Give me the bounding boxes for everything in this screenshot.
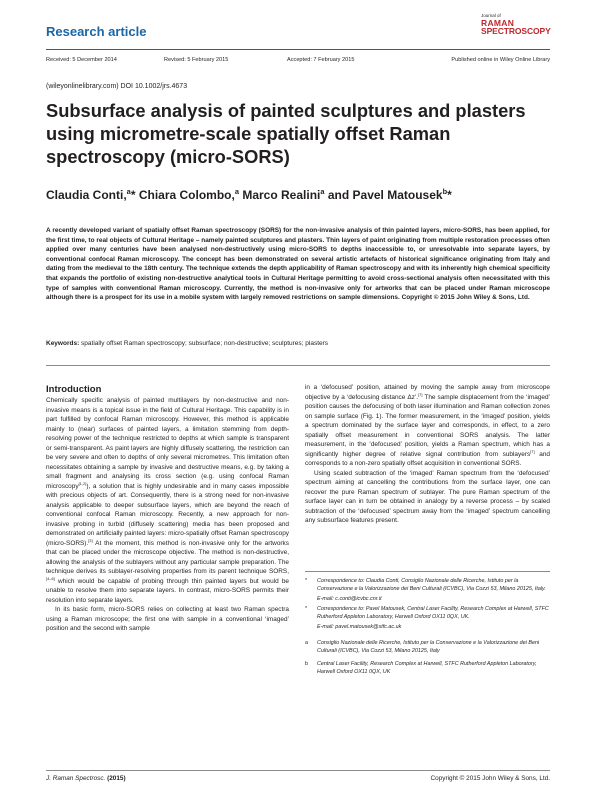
article-title: Subsurface analysis of painted sculptures and plasters using micrometre-scale spatially offset Raman spectroscopy (micro-SORS) bbox=[46, 100, 526, 167]
revised-date: Revised: 5 February 2015 bbox=[164, 57, 229, 63]
left-column bbox=[46, 396, 289, 764]
citation[interactable]: [3] bbox=[88, 537, 93, 543]
left-paragraph-2: In its basic form, micro-SORS relies on collecting at least two Raman spectra using a Raman microscope; the first one with sample in a conventional ‘imaged’ position and the second with sample bbox=[46, 606, 289, 632]
author-1: Claudia Conti,$^a$* bbox=[46, 187, 136, 202]
logo-line-2: RAMAN bbox=[481, 17, 515, 28]
left-paragraph-1: Chemically specific analysis of painted multilayers by non-destructive and non-invasive means is a topical issue in the field of Cultural Heritage. This capability is in part fulfilled by confocal Raman microscopy. However, this method is applicable mainly to (near) surfaces of painted layers, a limitation stemming from depth-resolving power of the technique restricted to depths at which sample is transparent or semi-transparent. As paint layers are highly diffusely scattering, the restriction can be very severe and often to depths of only several micrometres. This limitation often necessitates obtaining a sample by invasive and destructive means, e.g. by taking a small fragment and analysing its cross section (e.g. using confocal Raman microscopy[1,2]), a solution that is highly undesirable and in many cases impossible with precious objects of art. Consequently, there is a strong need for non-invasive analysis applicable to deeper subsurface layers, which are beyond the reach of conventional confocal Raman microscopy. Recently, a new approach for non-invasive probing in turbid (diffusely scattering) media has been proposed and demonstrated on artificially painted layers: micro-spatially offset Raman spectroscopy (micro-SORS).[3] At the moment, this method is non-invasive only for the artworks that can be placed under the microscope objective. The method is non-destructive, allowing the analysis of the sublayers without any particular sample preparation. The technique derives its sublayer-resolving properties from its parent technique SORS,[4–6] which would be capable of probing through thin painted layers but would be unable to resolve them into separate layers. In contrast, micro-SORS permits their resolution into separate layers. bbox=[46, 397, 289, 604]
right-column bbox=[305, 383, 550, 565]
keywords bbox=[46, 340, 550, 347]
footer-citation bbox=[46, 775, 126, 782]
correspondence-email[interactable]: E-mail: c.conti@icvbc.cnr.it bbox=[317, 596, 382, 603]
footer-copyright: Copyright © 2015 John Wiley & Sons, Ltd. bbox=[430, 775, 550, 782]
section-divider bbox=[46, 365, 550, 366]
author-list bbox=[46, 188, 551, 202]
section-label: Research article bbox=[46, 24, 147, 39]
journal-name: J. Raman Spectrosc. bbox=[46, 775, 106, 782]
journal-logo bbox=[481, 14, 551, 36]
logo-line-3: SPECTROSCOPY bbox=[481, 26, 551, 36]
header-rule bbox=[46, 49, 550, 50]
correspondence-item: * Correspondence to: Claudia Conti, Consiglio Nazionale delle Ricerche, Istituto per la Conservazione e la Valorizzazione dei Beni Culturali (ICVBC), Via Cozzi 53, Milano 20125, Italy. bbox=[305, 578, 546, 593]
published-online: Published online in Wiley Online Library bbox=[451, 57, 550, 63]
author-4: and Pavel Matousek$^b$* bbox=[327, 187, 452, 202]
affiliation-a: a Consiglio Nazionale delle Ricerche, Istituto per la Conservazione e la Valorizzazione dei Beni Culturali (ICVBC), Via Cozzi 53, Milano 20125, Italy bbox=[305, 639, 540, 654]
abstract: A recently developed variant of spatially offset Raman spectroscopy (SORS) for the non-invasive analysis of thin painted layers, micro-SORS, has been applied, for the first time, to real objects of Cultural Heritage – namely painted sculptures and plasters. Thin layers of paint originating from multiple restoration processes often applied over many centuries have been analysed non-destructively using micro-SORS to depths inaccessible to, or unresolvable into separate layers, by conventional confocal Raman microscopy. The concept has been demonstrated on several artistic artefacts of historical significance originating from Italy and dating from the medieval to the 18th century. The technique extends the depth applicability of Raman spectroscopy and with its inherently high chemical specificity that expands the portfolio of existing non-destructive analytical tools in Cultural Heritage permitting to avoid cross-sectional analysis often necessitated with this type of samples with conventional Raman microscopy. Currently, the method is non-invasive only for artworks that can be placed under Raman microscope although there is a prospect for its use in a mobile system with largely removed restrictions on sample dimensions. Copyright © 2015 John Wiley & Sons, Ltd. bbox=[46, 227, 550, 302]
received-date: Received: 5 December 2014 bbox=[46, 57, 117, 63]
citation[interactable]: [1,2] bbox=[78, 480, 87, 486]
footer-rule bbox=[46, 770, 550, 771]
keywords-label: Keywords: bbox=[46, 340, 80, 347]
logo-line-1: Journal of bbox=[481, 13, 501, 18]
right-paragraph-2: Using scaled subtraction of the ‘imaged’ Raman spectrum from the ‘defocused’ spectrum aiming at cancelling the contributions from the surface layer, one can recover the pure Raman spectrum of sublayer. The pure Raman spectrum of the surface layer can in turn be obtained in analogy by a reverse process – by scaled subtraction of the ‘defocused’ spectrum away from the ‘imaged’ spectrum cancelling any subsurface features present. bbox=[305, 469, 550, 524]
accepted-date: Accepted: 7 February 2015 bbox=[287, 57, 355, 63]
citation[interactable]: [7] bbox=[530, 448, 535, 454]
affiliation-b: b Central Laser Facility, Research Complex at Harwell, STFC Rutherford Appleton Laboratory, Harwell Oxford OX11 0QX, UK bbox=[305, 660, 537, 675]
doi-line: (wileyonlinelibrary.com) DOI 10.1002/jrs.4673 bbox=[46, 83, 188, 90]
correspondence-rule bbox=[305, 571, 550, 572]
correspondence-block bbox=[305, 577, 550, 678]
author-3: Marco Realini$^a$ bbox=[242, 187, 325, 202]
journal-year: (2015) bbox=[107, 775, 126, 782]
keywords-text: spatially offset Raman spectroscopy; subsurface; non-destructive; sculptures; plasters bbox=[81, 340, 329, 347]
right-paragraph-1: in a ‘defocused’ position, attained by moving the sample away from microscope objective by a ‘defocusing distance Δz’.[7] The sample displacement from the ‘imaged’ position causes the defocusing of both laser illumination and Raman collection zones on sample surface (Fig. 1). The former measurement, in the ‘imaged’ position, yields a spectrum dominated by the surface layer and corresponds, in effect, to a zero spatially offset measurement in conventional SORS analysis. The latter measurement, in the ‘defocused’ position, yields a Raman spectrum, which has a significantly higher degree of relative signal contribution from sublayers[7] and corresponds to a non-zero spatially offset acquisition in conventional SORS. bbox=[305, 384, 550, 467]
citation[interactable]: [4–6] bbox=[46, 575, 55, 581]
author-2: Chiara Colombo,$^a$ bbox=[138, 187, 239, 202]
correspondence-email[interactable]: E-mail: pavel.matousek@stfc.ac.uk bbox=[317, 624, 402, 631]
citation[interactable]: [7] bbox=[418, 391, 423, 397]
introduction-heading: Introduction bbox=[46, 384, 102, 395]
correspondence-item: * Correspondence to: Pavel Matousek, Central Laser Facility, Research Complex at Harwell, STFC Rutherford Appleton Laboratory, Harwell Oxford OX11 0QX, UK. bbox=[305, 606, 549, 621]
